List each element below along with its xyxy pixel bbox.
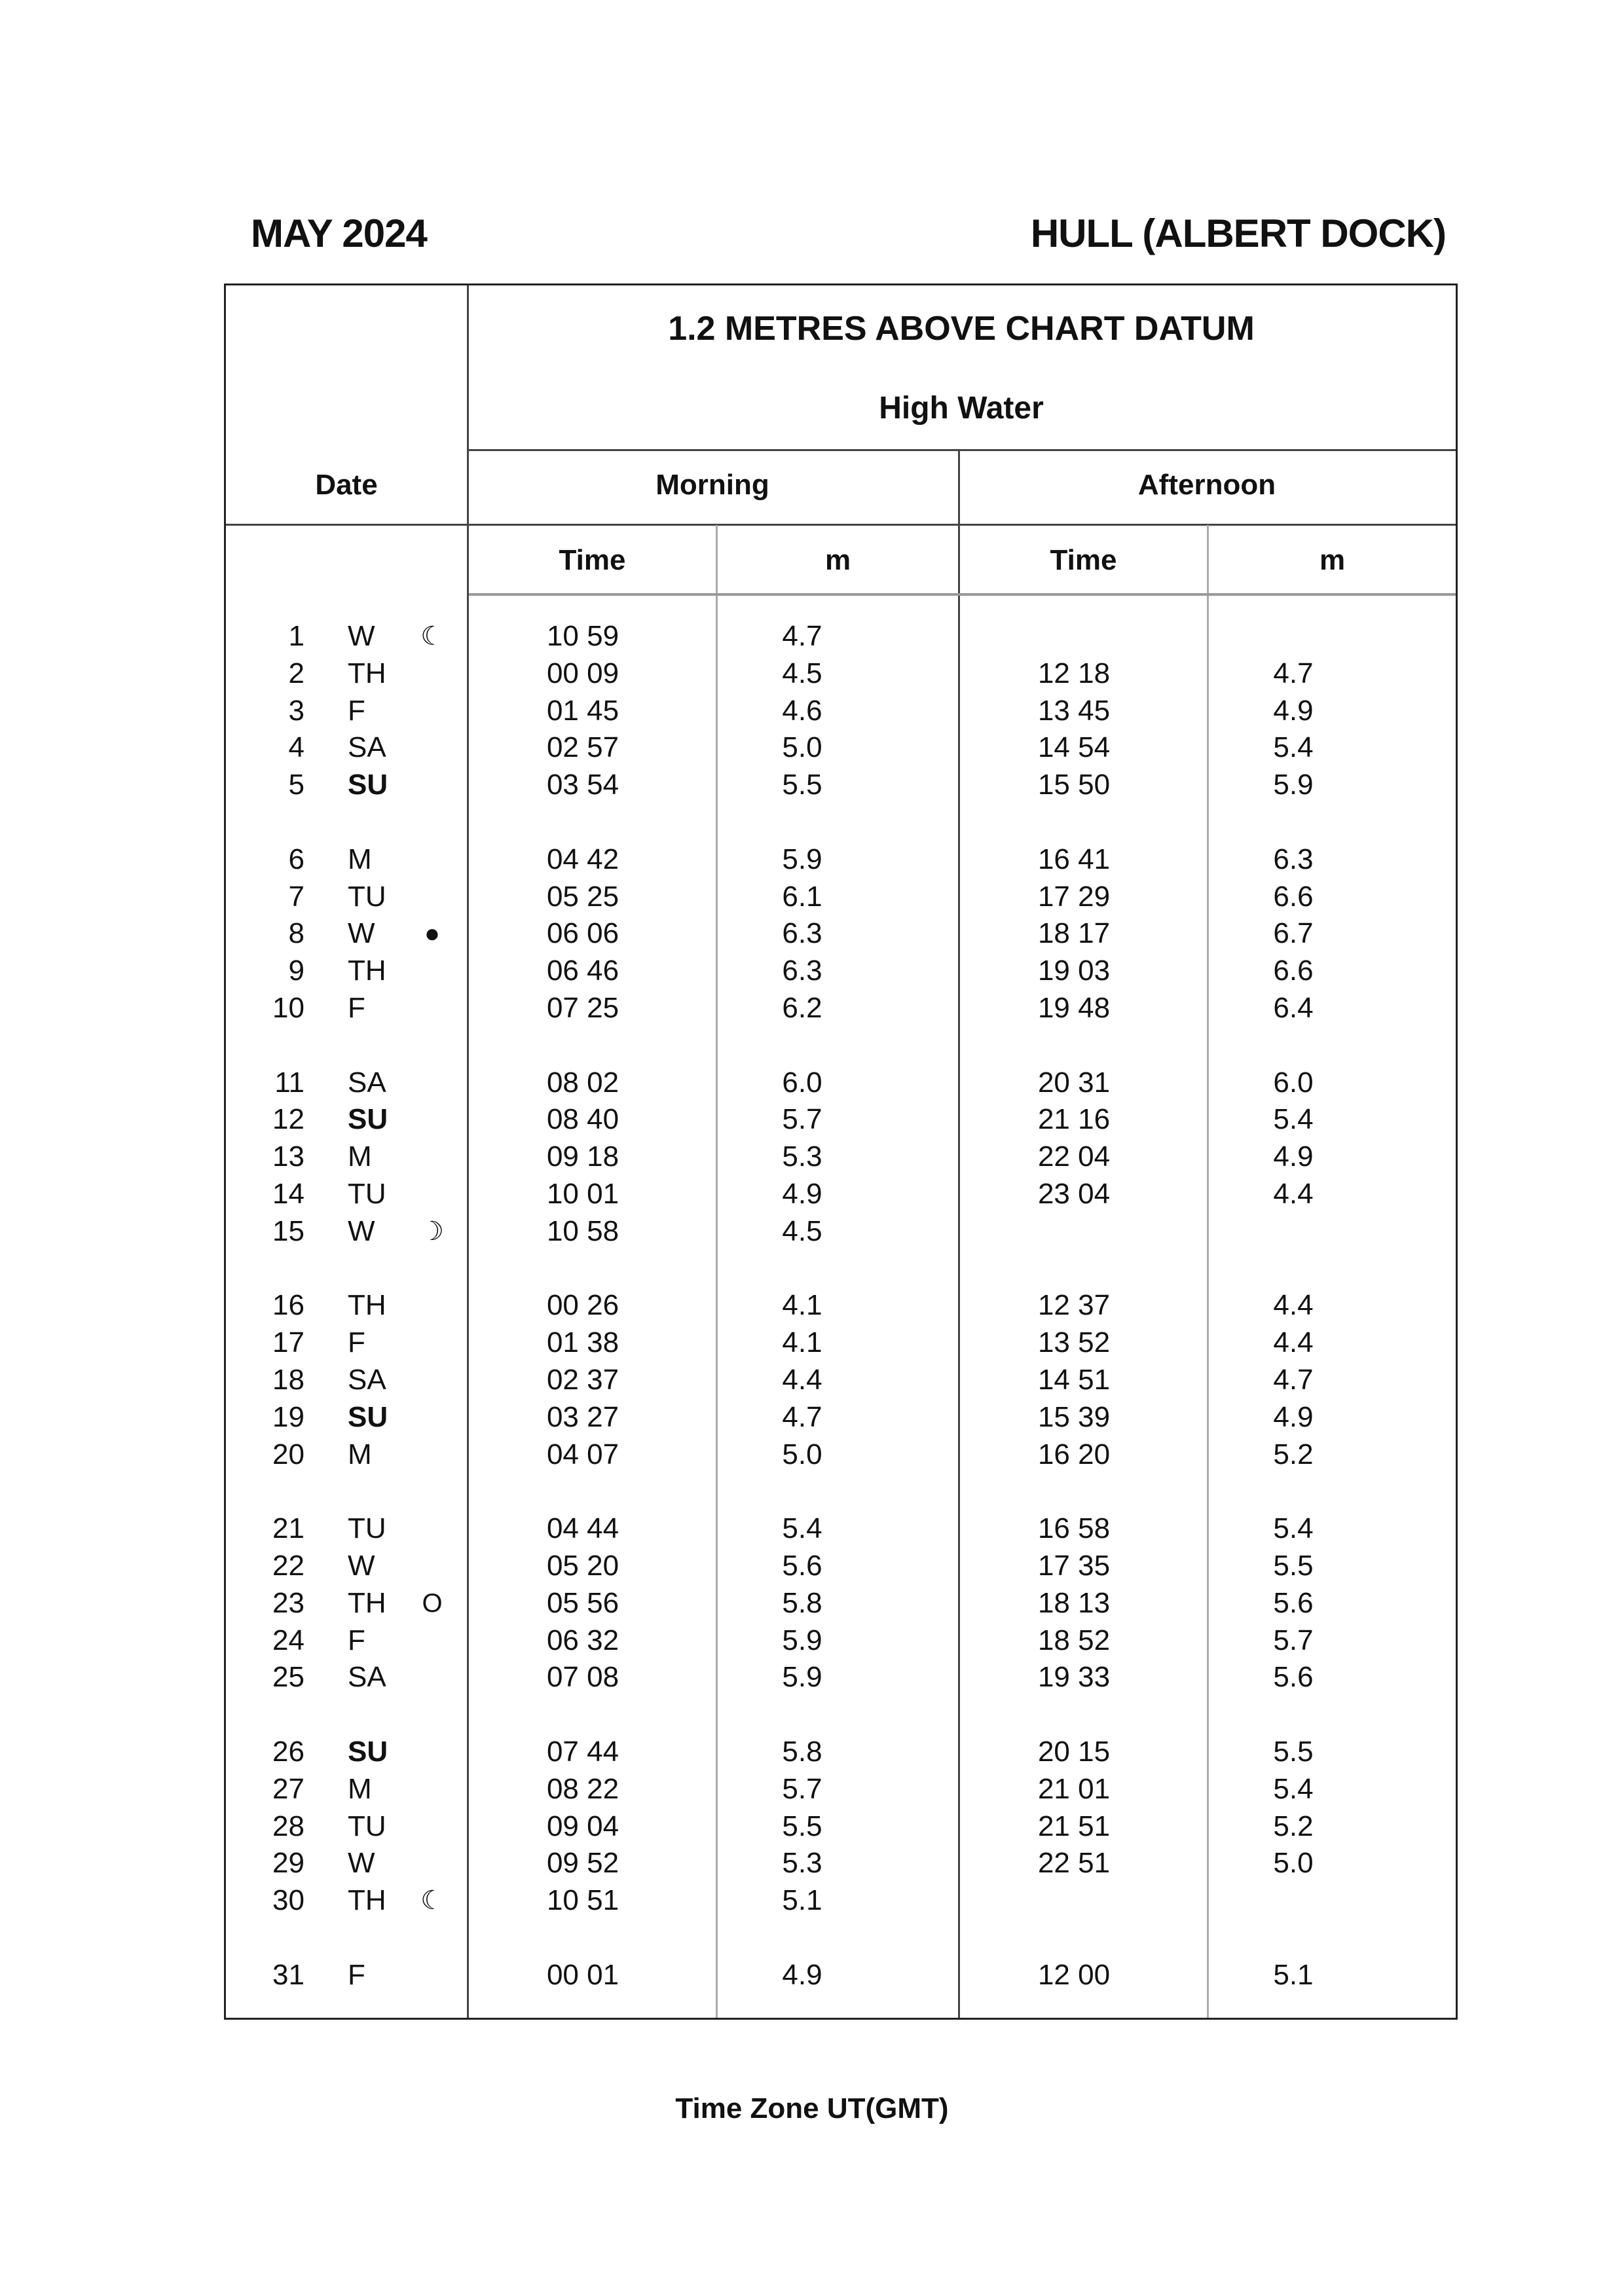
morning-height: 5.0 [782, 731, 822, 764]
table-row [226, 1771, 1456, 1808]
morning-time: 06 32 [546, 1624, 619, 1656]
morning-height: 5.7 [782, 1103, 822, 1136]
day-number: 20 [272, 1438, 304, 1470]
day-number: 8 [288, 917, 304, 950]
moon-phase-icon: ☽ [420, 1216, 444, 1246]
table-row [226, 1622, 1456, 1659]
day-number: 10 [272, 992, 304, 1024]
day-of-week: M [348, 1140, 372, 1173]
morning-height: 5.5 [782, 769, 822, 801]
afternoon-time: 21 51 [1037, 1810, 1111, 1842]
table-row [226, 655, 1456, 692]
morning-height: 4.7 [782, 620, 822, 652]
day-of-week: TU [348, 880, 386, 913]
table-row [226, 1808, 1456, 1845]
morning-height: 4.9 [782, 1958, 822, 1991]
day-of-week: TH [348, 1586, 386, 1619]
morning-height: 6.3 [782, 917, 822, 950]
afternoon-height: 6.0 [1273, 1066, 1314, 1099]
day-of-week: F [348, 1326, 365, 1359]
day-of-week: SA [348, 731, 386, 764]
morning-time-header: Time [559, 544, 626, 576]
afternoon-time-header: Time [1050, 544, 1117, 576]
table-row [226, 729, 1456, 766]
afternoon-time: 19 03 [1037, 955, 1111, 987]
table-row [226, 1845, 1456, 1882]
table-row [226, 1065, 1456, 1101]
afternoon-time: 17 35 [1037, 1550, 1111, 1582]
tide-table [224, 283, 1458, 2020]
day-of-week: TH [348, 657, 386, 689]
day-number: 22 [272, 1550, 304, 1582]
high-water-label: High Water [879, 391, 1044, 426]
afternoon-height: 5.5 [1273, 1736, 1314, 1768]
morning-time: 01 45 [546, 694, 619, 727]
morning-height: 5.9 [782, 843, 822, 875]
day-of-week: TU [348, 1810, 386, 1842]
table-row [226, 1957, 1456, 1994]
morning-time: 05 20 [546, 1550, 619, 1582]
day-of-week: W [348, 917, 375, 950]
day-number: 25 [272, 1661, 304, 1694]
morning-time: 04 42 [546, 843, 619, 875]
afternoon-height-header: m [1319, 544, 1346, 576]
morning-time: 07 25 [546, 992, 619, 1024]
morning-height: 5.9 [782, 1661, 822, 1694]
morning-time: 06 06 [546, 917, 619, 950]
day-of-week: SU [348, 1400, 388, 1433]
afternoon-height: 4.9 [1273, 1400, 1314, 1433]
morning-height: 4.1 [782, 1289, 822, 1322]
table-row [226, 1362, 1456, 1398]
location-title: HULL (ALBERT DOCK) [1030, 211, 1446, 255]
morning-time: 00 26 [546, 1289, 619, 1322]
morning-time: 09 52 [546, 1847, 619, 1880]
day-of-week: TH [348, 955, 386, 987]
morning-time: 04 44 [546, 1512, 619, 1545]
moon-phase-icon: ● [424, 919, 441, 949]
table-row [226, 1585, 1456, 1622]
morning-time: 00 09 [546, 657, 619, 689]
afternoon-time: 17 29 [1037, 880, 1111, 913]
date-header: Date [315, 469, 378, 501]
day-number: 16 [272, 1289, 304, 1322]
day-number: 21 [272, 1512, 304, 1545]
morning-height: 5.1 [782, 1884, 822, 1917]
day-number: 24 [272, 1624, 304, 1656]
table-row [226, 953, 1456, 989]
afternoon-height: 4.9 [1273, 1140, 1314, 1173]
day-of-week: F [348, 992, 365, 1024]
day-of-week: TH [348, 1884, 386, 1917]
afternoon-height: 5.5 [1273, 1550, 1314, 1582]
day-number: 4 [288, 731, 304, 764]
morning-height: 6.2 [782, 992, 822, 1024]
afternoon-time: 21 16 [1037, 1103, 1111, 1136]
morning-height: 5.0 [782, 1438, 822, 1470]
morning-height: 5.8 [782, 1586, 822, 1619]
day-of-week: SA [348, 1066, 386, 1099]
table-row [226, 1548, 1456, 1584]
table-row [226, 1510, 1456, 1547]
month-title: MAY 2024 [251, 211, 427, 255]
afternoon-height: 5.1 [1273, 1958, 1314, 1991]
morning-time: 05 25 [546, 880, 619, 913]
morning-time: 03 27 [546, 1400, 619, 1433]
day-number: 12 [272, 1103, 304, 1136]
table-row [226, 1101, 1456, 1138]
afternoon-time: 21 01 [1037, 1772, 1111, 1805]
afternoon-height: 5.4 [1273, 1512, 1314, 1545]
afternoon-height: 5.4 [1273, 1772, 1314, 1805]
morning-height: 6.3 [782, 955, 822, 987]
afternoon-time: 22 04 [1037, 1140, 1111, 1173]
afternoon-time: 15 39 [1037, 1400, 1111, 1433]
afternoon-height: 4.7 [1273, 657, 1314, 689]
morning-height: 5.5 [782, 1810, 822, 1842]
table-row [226, 767, 1456, 803]
morning-height: 5.9 [782, 1624, 822, 1656]
afternoon-time: 12 37 [1037, 1289, 1111, 1322]
day-number: 18 [272, 1364, 304, 1396]
day-of-week: F [348, 1958, 365, 1991]
day-number: 30 [272, 1884, 304, 1917]
table-row [226, 1287, 1456, 1324]
day-number: 23 [272, 1586, 304, 1619]
afternoon-height: 5.2 [1273, 1810, 1314, 1842]
day-of-week: W [348, 1214, 375, 1247]
morning-time: 09 04 [546, 1810, 619, 1842]
morning-time: 10 51 [546, 1884, 619, 1917]
afternoon-height: 4.4 [1273, 1289, 1314, 1322]
morning-height: 5.8 [782, 1736, 822, 1768]
afternoon-header: Afternoon [1137, 469, 1276, 501]
afternoon-time: 12 18 [1037, 657, 1111, 689]
morning-height: 4.9 [782, 1178, 822, 1210]
morning-time: 00 01 [546, 1958, 619, 1991]
moon-phase-icon: ☾ [420, 1886, 444, 1916]
afternoon-height: 5.7 [1273, 1624, 1314, 1656]
afternoon-time: 14 54 [1037, 731, 1111, 764]
afternoon-time: 14 51 [1037, 1364, 1111, 1396]
subheader-divider [469, 593, 1456, 596]
afternoon-height: 5.6 [1273, 1586, 1314, 1619]
header-divider [467, 449, 1456, 451]
moon-phase-icon: O [422, 1588, 443, 1618]
table-row [226, 1436, 1456, 1473]
day-number: 3 [288, 694, 304, 727]
day-number: 27 [272, 1772, 304, 1805]
day-of-week: SA [348, 1364, 386, 1396]
day-of-week: M [348, 1438, 372, 1470]
morning-height: 5.3 [782, 1847, 822, 1880]
day-of-week: SA [348, 1661, 386, 1694]
day-of-week: TH [348, 1289, 386, 1322]
morning-time: 08 22 [546, 1772, 619, 1805]
day-number: 14 [272, 1178, 304, 1210]
afternoon-height: 6.6 [1273, 955, 1314, 987]
day-number: 5 [288, 769, 304, 801]
morning-height: 5.7 [782, 1772, 822, 1805]
morning-time: 10 01 [546, 1178, 619, 1210]
table-row [226, 990, 1456, 1027]
table-row [226, 879, 1456, 915]
day-of-week: TU [348, 1512, 386, 1545]
day-number: 26 [272, 1736, 304, 1768]
afternoon-height: 4.9 [1273, 694, 1314, 727]
table-row [226, 618, 1456, 655]
morning-time: 04 07 [546, 1438, 619, 1470]
afternoon-height: 6.7 [1273, 917, 1314, 950]
afternoon-height: 5.4 [1273, 1103, 1314, 1136]
day-of-week: W [348, 1550, 375, 1582]
day-number: 13 [272, 1140, 304, 1173]
morning-height-header: m [824, 544, 851, 576]
day-number: 6 [288, 843, 304, 875]
table-row [226, 841, 1456, 878]
day-of-week: M [348, 1772, 372, 1805]
datum-title: 1.2 METRES ABOVE CHART DATUM [668, 310, 1255, 348]
afternoon-time: 23 04 [1037, 1178, 1111, 1210]
morning-time: 06 46 [546, 955, 619, 987]
day-of-week: F [348, 1624, 365, 1656]
day-of-week: SU [348, 1736, 388, 1768]
afternoon-height: 5.0 [1273, 1847, 1314, 1880]
morning-time: 07 44 [546, 1736, 619, 1768]
column-header-divider [226, 524, 1456, 526]
morning-height: 4.5 [782, 657, 822, 689]
day-number: 17 [272, 1326, 304, 1359]
morning-height: 5.6 [782, 1550, 822, 1582]
afternoon-time: 18 52 [1037, 1624, 1111, 1656]
table-row [226, 1882, 1456, 1919]
morning-time: 08 40 [546, 1103, 619, 1136]
day-of-week: W [348, 620, 375, 652]
morning-time: 10 58 [546, 1214, 619, 1247]
table-row [226, 1399, 1456, 1436]
afternoon-time: 16 20 [1037, 1438, 1111, 1470]
afternoon-time: 19 33 [1037, 1661, 1111, 1694]
day-number: 1 [288, 620, 304, 652]
day-of-week: M [348, 843, 372, 875]
day-number: 11 [274, 1066, 304, 1099]
day-number: 2 [288, 657, 304, 689]
table-row [226, 1139, 1456, 1175]
morning-time: 02 37 [546, 1364, 619, 1396]
table-row [226, 1213, 1456, 1250]
morning-time: 07 08 [546, 1661, 619, 1694]
day-number: 15 [272, 1214, 304, 1247]
moon-phase-icon: ☾ [420, 622, 444, 651]
morning-time: 09 18 [546, 1140, 619, 1173]
table-row [226, 915, 1456, 952]
day-number: 29 [272, 1847, 304, 1880]
afternoon-time: 20 15 [1037, 1736, 1111, 1768]
day-of-week: SU [348, 769, 388, 801]
day-of-week: W [348, 1847, 375, 1880]
morning-time: 08 02 [546, 1066, 619, 1099]
afternoon-height: 4.4 [1273, 1326, 1314, 1359]
afternoon-height: 6.6 [1273, 880, 1314, 913]
table-row [226, 1176, 1456, 1212]
morning-height: 4.5 [782, 1214, 822, 1247]
table-row [226, 1659, 1456, 1696]
afternoon-height: 4.4 [1273, 1178, 1314, 1210]
morning-height: 4.7 [782, 1400, 822, 1433]
afternoon-height: 6.3 [1273, 843, 1314, 875]
morning-height: 4.4 [782, 1364, 822, 1396]
afternoon-time: 18 17 [1037, 917, 1111, 950]
day-number: 9 [288, 955, 304, 987]
afternoon-time: 12 00 [1037, 1958, 1111, 1991]
afternoon-time: 15 50 [1037, 769, 1111, 801]
afternoon-time: 13 45 [1037, 694, 1111, 727]
table-row [226, 1324, 1456, 1361]
afternoon-height: 5.6 [1273, 1661, 1314, 1694]
afternoon-time: 19 48 [1037, 992, 1111, 1024]
afternoon-height: 5.9 [1273, 769, 1314, 801]
morning-height: 4.1 [782, 1326, 822, 1359]
afternoon-time: 22 51 [1037, 1847, 1111, 1880]
morning-height: 6.1 [782, 880, 822, 913]
morning-height: 6.0 [782, 1066, 822, 1099]
table-row [226, 1734, 1456, 1770]
day-of-week: F [348, 694, 365, 727]
table-row [226, 693, 1456, 729]
morning-time: 01 38 [546, 1326, 619, 1359]
day-of-week: TU [348, 1178, 386, 1210]
morning-height: 4.6 [782, 694, 822, 727]
morning-height: 5.3 [782, 1140, 822, 1173]
time-zone-note: Time Zone UT(GMT) [675, 2092, 949, 2124]
afternoon-height: 6.4 [1273, 992, 1314, 1024]
afternoon-time: 16 58 [1037, 1512, 1111, 1545]
day-number: 19 [272, 1400, 304, 1433]
afternoon-time: 13 52 [1037, 1326, 1111, 1359]
morning-time: 02 57 [546, 731, 619, 764]
day-of-week: SU [348, 1103, 388, 1136]
day-number: 28 [272, 1810, 304, 1842]
day-number: 7 [288, 880, 304, 913]
afternoon-height: 5.2 [1273, 1438, 1314, 1470]
afternoon-time: 16 41 [1037, 843, 1111, 875]
afternoon-height: 5.4 [1273, 731, 1314, 764]
morning-time: 10 59 [546, 620, 619, 652]
morning-height: 5.4 [782, 1512, 822, 1545]
afternoon-time: 20 31 [1037, 1066, 1111, 1099]
morning-time: 05 56 [546, 1586, 619, 1619]
morning-header: Morning [655, 469, 769, 501]
morning-time: 03 54 [546, 769, 619, 801]
afternoon-time: 18 13 [1037, 1586, 1111, 1619]
day-number: 31 [272, 1958, 304, 1991]
afternoon-height: 4.7 [1273, 1364, 1314, 1396]
